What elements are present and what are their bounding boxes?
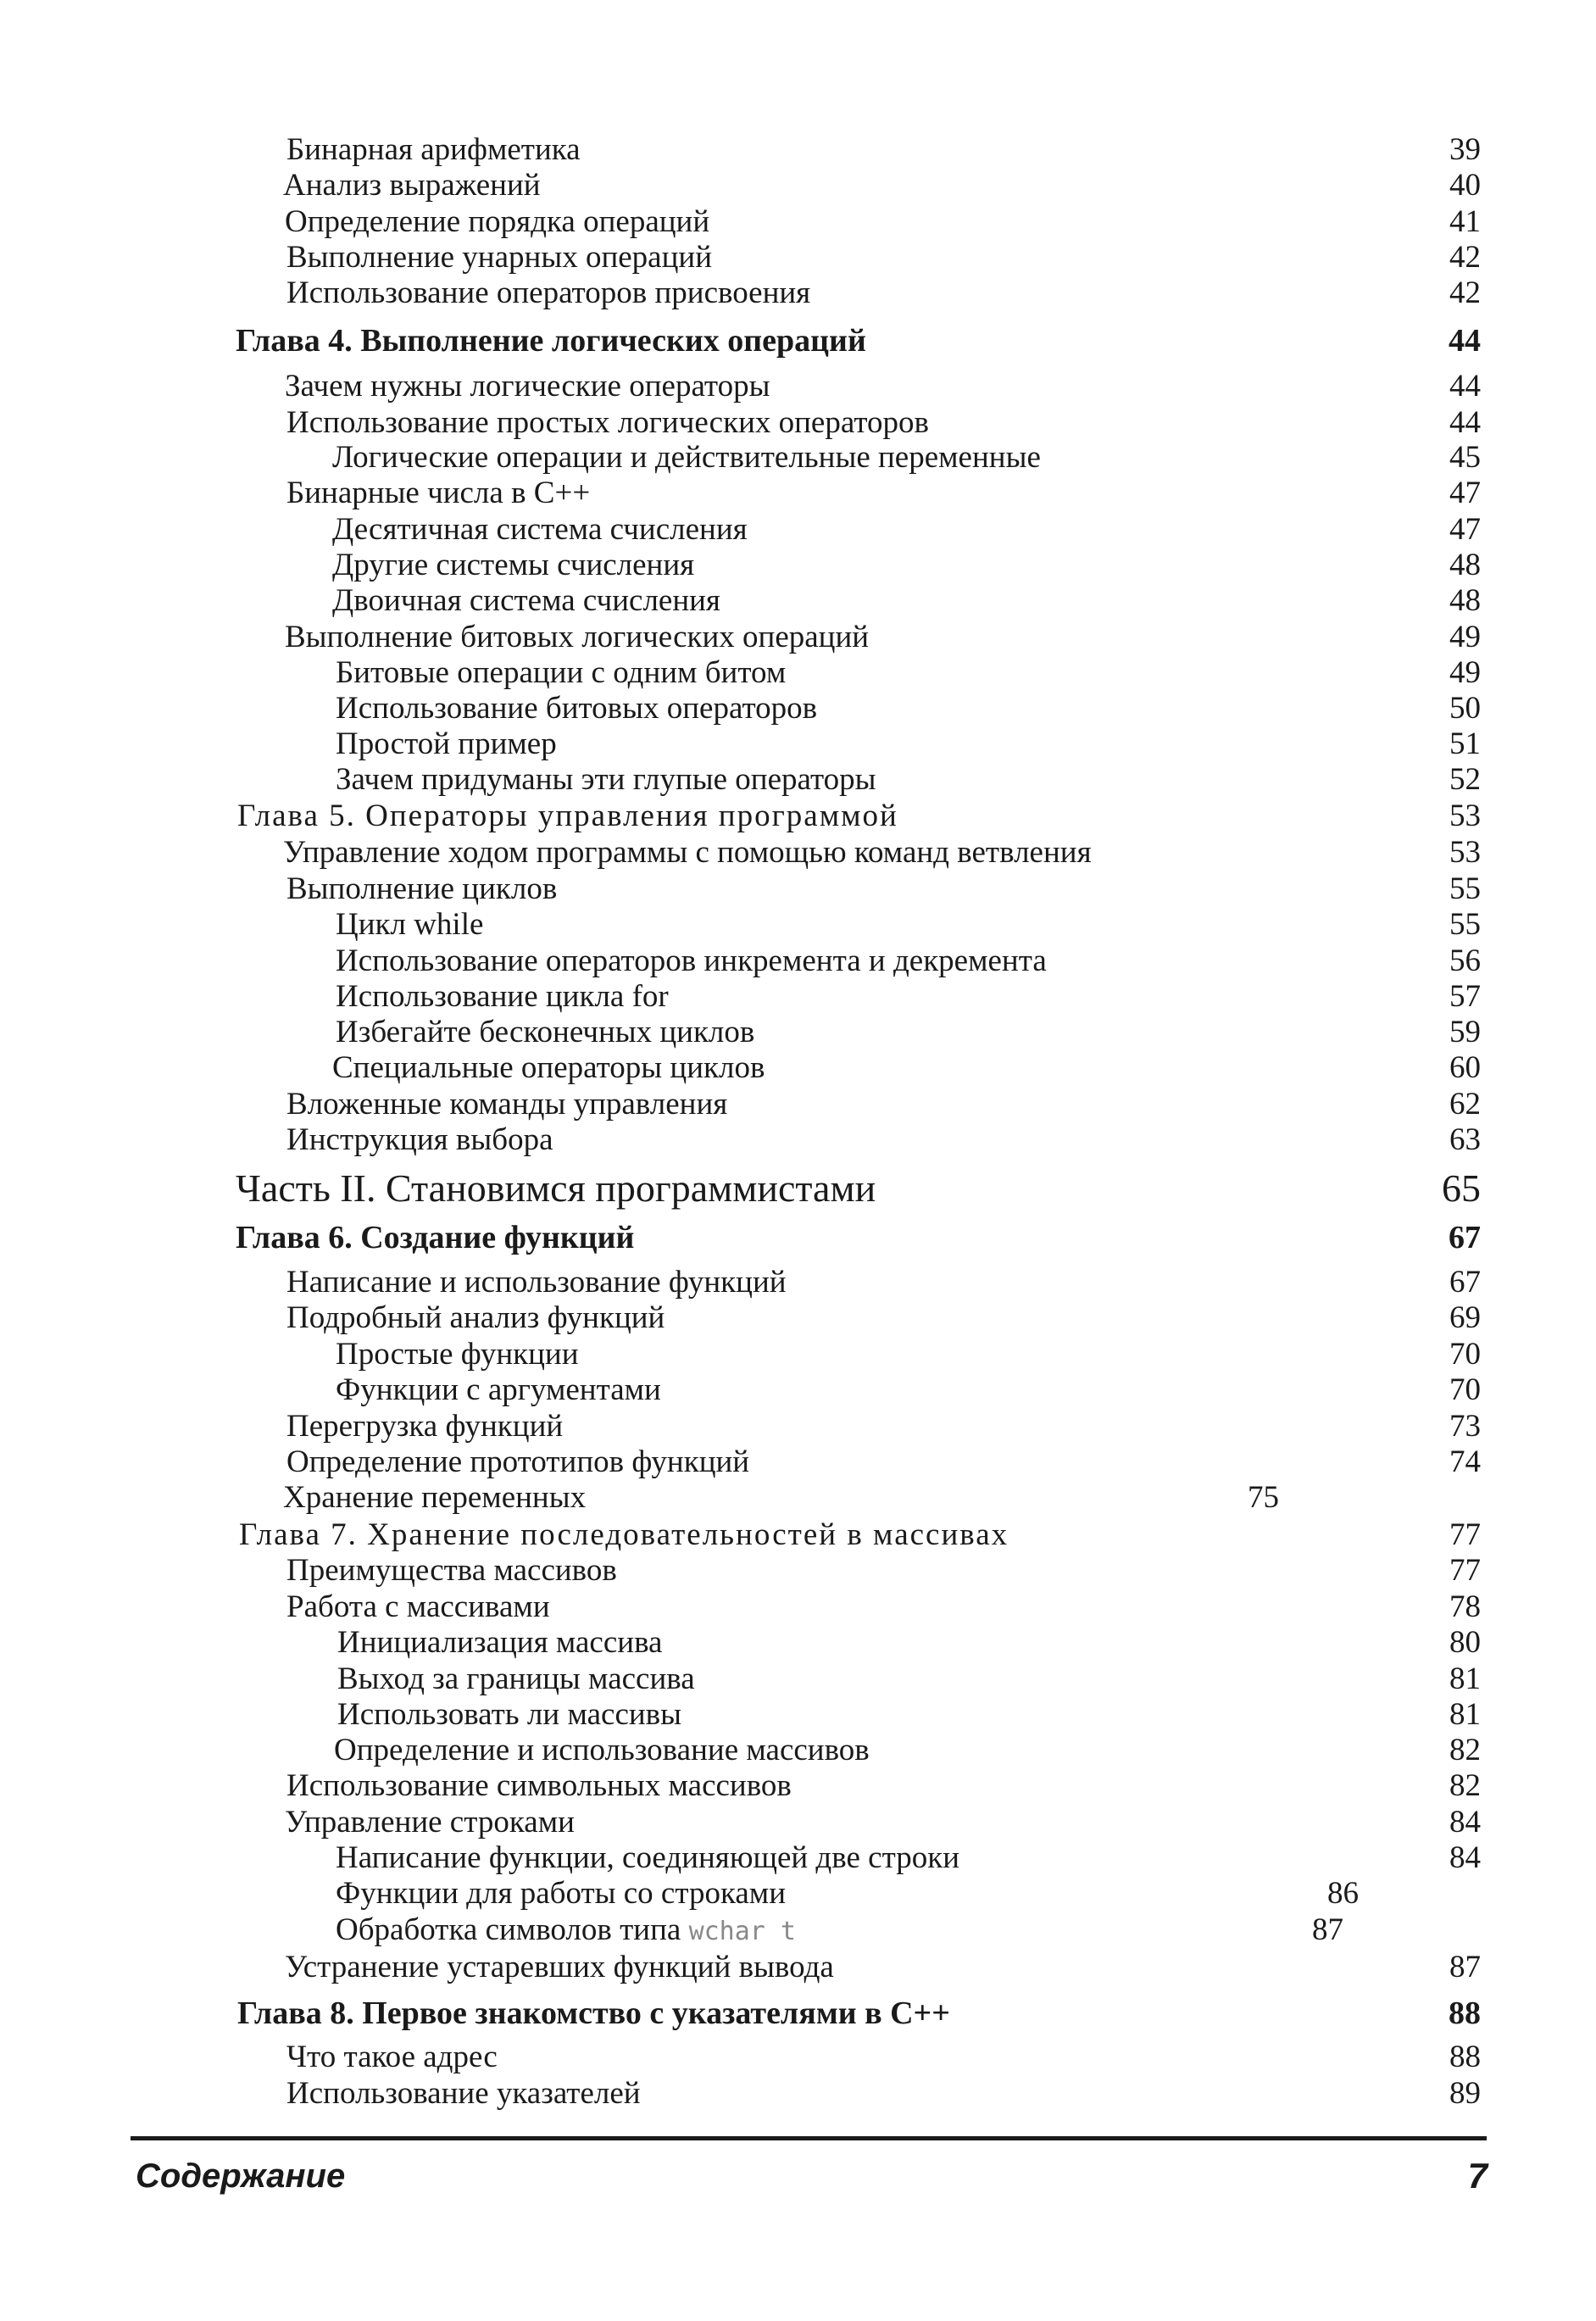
toc-entry-title <box>336 1912 796 1951</box>
toc-entry-page: 84 <box>1449 1840 1481 1875</box>
toc-entry-page: 48 <box>1449 548 1481 582</box>
toc-entry-title: Использовать ли массивы <box>337 1697 682 1732</box>
toc-entry-code: wchar t <box>688 1917 796 1946</box>
toc-entry-page: 77 <box>1449 1553 1481 1588</box>
toc-chapter <box>0 798 1596 835</box>
toc-entry-page: 59 <box>1449 1015 1481 1049</box>
toc-entry-title: Определение и использование массивов <box>334 1733 870 1767</box>
toc-entry-title: Логические операции и действительные переменные <box>332 440 1041 475</box>
toc-entry-page: 40 <box>1449 168 1481 203</box>
toc-chapter-page: 44 <box>1449 323 1481 359</box>
toc-entry-page: 49 <box>1449 620 1481 654</box>
toc-entry-page: 84 <box>1449 1805 1481 1840</box>
toc-entry-title: Бинарная арифметика <box>286 132 581 167</box>
toc-entry <box>0 203 1596 241</box>
toc-chapter-page: 67 <box>1449 1220 1481 1255</box>
toc-chapter-page: 88 <box>1449 1995 1481 2031</box>
toc-entry-title: Написание функции, соединяющей две строки <box>336 1840 959 1875</box>
toc-entry-title: Подробный анализ функций <box>286 1300 665 1335</box>
toc-entry <box>0 275 1596 312</box>
toc-entry-page: 44 <box>1449 369 1481 404</box>
toc-entry-title: Простые функции <box>336 1337 579 1372</box>
toc-entry <box>0 1552 1596 1589</box>
toc-entry-page: 69 <box>1449 1300 1481 1335</box>
toc-entry-title: Инициализация массива <box>337 1625 663 1660</box>
toc-entry <box>0 1661 1596 1698</box>
toc-entry-page: 82 <box>1449 1733 1481 1767</box>
toc-entry <box>0 619 1596 656</box>
toc-entry-page: 73 <box>1449 1409 1481 1444</box>
toc-entry <box>0 1049 1596 1087</box>
toc-entry-page: 42 <box>1449 276 1481 310</box>
toc-entry-page: 42 <box>1449 240 1481 275</box>
toc-entry-title: Использование указателей <box>286 2076 641 2111</box>
toc-entry-title: Десятичная система счисления <box>332 512 748 547</box>
toc-entry-page: 56 <box>1449 943 1481 978</box>
toc-entry-title: Использование символьных массивов <box>286 1768 792 1803</box>
toc-entry <box>0 1479 1596 1517</box>
toc-entry-page: 80 <box>1449 1625 1481 1660</box>
toc-entry <box>0 1912 1596 1949</box>
toc-entry-page: 74 <box>1449 1444 1481 1479</box>
toc-entry <box>0 439 1596 476</box>
toc-entry-title: Избегайте бесконечных циклов <box>336 1015 755 1049</box>
toc-entry-title: Что такое адрес <box>286 2040 498 2074</box>
toc-part-page: 65 <box>1442 1166 1481 1210</box>
toc-entry <box>0 1444 1596 1481</box>
toc-part-title: Часть II. Становимся программистами <box>236 1166 876 1210</box>
toc-entry-title: Преимущества массивов <box>286 1553 617 1588</box>
toc-entry <box>0 1804 1596 1841</box>
toc-entry-page: 87 <box>1449 1950 1481 1984</box>
toc-entry-page: 82 <box>1449 1768 1481 1803</box>
toc-entry-title: Функции с аргументами <box>336 1372 661 1407</box>
toc-entry <box>0 834 1596 871</box>
toc-entry-title: Зачем нужны логические операторы <box>285 369 770 404</box>
toc-entry-page: 67 <box>1449 1265 1481 1300</box>
toc-entry-page: 52 <box>1449 762 1481 797</box>
toc-entry-title: Функции для работы со строками <box>336 1876 787 1911</box>
toc-entry-title: Вложенные команды управления <box>286 1087 728 1122</box>
toc-entry <box>0 871 1596 908</box>
toc-entry <box>0 1840 1596 1877</box>
toc-entry-page: 45 <box>1449 440 1481 475</box>
toc-entry <box>0 978 1596 1016</box>
toc-entry <box>0 2039 1596 2076</box>
toc-entry <box>0 2075 1596 2112</box>
toc-entry <box>0 1408 1596 1445</box>
toc-entry-title: Управление ходом программы с помощью команд ветвления <box>283 835 1092 870</box>
toc-entry-page: 39 <box>1449 132 1481 167</box>
toc-entry-title: Определение прототипов функций <box>286 1444 750 1479</box>
toc-entry-page: 81 <box>1449 1661 1481 1696</box>
toc-entry-page: 51 <box>1449 726 1481 761</box>
toc-entry-page: 88 <box>1449 2040 1481 2074</box>
toc-entry <box>0 1732 1596 1769</box>
toc-entry-title: Двоичная система счисления <box>332 583 720 618</box>
toc-entry-page: 41 <box>1449 204 1481 239</box>
toc-entry <box>0 1014 1596 1051</box>
toc-chapter-title: Глава 6. Создание функций <box>236 1220 635 1255</box>
toc-chapter-title: Глава 4. Выполнение логических операций <box>236 323 866 359</box>
footer-rule <box>131 2136 1487 2140</box>
toc-entry-page: 60 <box>1449 1050 1481 1085</box>
toc-entry <box>0 654 1596 692</box>
toc-entry-page: 62 <box>1449 1087 1481 1122</box>
toc-entry-title: Зачем придуманы эти глупые операторы <box>336 762 876 797</box>
toc-entry-title: Определение порядка операций <box>285 204 710 239</box>
toc-entry-title: Выход за границы массива <box>337 1661 695 1696</box>
toc-chapter-title: Глава 7. Хранение последовательностей в массивах <box>239 1517 1009 1552</box>
toc-entry <box>0 726 1596 763</box>
toc-entry-page: 50 <box>1449 691 1481 726</box>
toc-entry <box>0 131 1596 169</box>
toc-entry-page: 70 <box>1449 1337 1481 1372</box>
toc-chapter <box>0 1517 1596 1554</box>
toc-entry-title: Хранение переменных <box>283 1480 587 1515</box>
toc-entry <box>0 1086 1596 1123</box>
toc-entry-page: 78 <box>1449 1589 1481 1624</box>
toc-entry-page: 75 <box>1248 1480 1279 1515</box>
toc-entry-page: 47 <box>1449 476 1481 510</box>
toc-entry-page: 57 <box>1449 979 1481 1014</box>
toc-entry-title: Специальные операторы циклов <box>332 1050 765 1085</box>
toc-entry <box>0 475 1596 512</box>
toc-entry-page: 89 <box>1449 2076 1481 2111</box>
toc-entry <box>0 761 1596 799</box>
toc-entry-page: 81 <box>1449 1697 1481 1732</box>
toc-entry-title: Выполнение битовых логических операций <box>285 620 870 654</box>
toc-entry <box>0 511 1596 548</box>
toc-entry <box>0 404 1596 442</box>
toc-entry <box>0 547 1596 584</box>
toc-entry-page: 55 <box>1449 871 1481 906</box>
toc-entry-page: 47 <box>1449 512 1481 547</box>
toc-entry-title: Цикл while <box>336 907 484 942</box>
toc-entry <box>0 1696 1596 1734</box>
toc-entry <box>0 239 1596 276</box>
toc-entry-title: Использование битовых операторов <box>336 691 818 726</box>
toc-entry-title: Использование операторов присвоения <box>286 276 811 310</box>
toc-entry-title: Битовые операции с одним битом <box>336 655 787 690</box>
toc-chapter <box>0 1219 1596 1256</box>
footer-page-number: 7 <box>1467 2156 1488 2196</box>
toc-chapter-page: 53 <box>1449 799 1481 833</box>
toc-entry-page: 63 <box>1449 1122 1481 1157</box>
toc-entry-page: 53 <box>1449 835 1481 870</box>
toc-entry <box>0 1336 1596 1373</box>
toc-entry-page: 86 <box>1327 1876 1359 1911</box>
toc-part <box>0 1166 1596 1210</box>
toc-entry <box>0 582 1596 620</box>
toc-entry-title-text: Обработка символов типа <box>336 1912 681 1947</box>
toc-entry <box>0 906 1596 943</box>
toc-entry-title: Выполнение унарных операций <box>286 240 712 275</box>
toc-entry <box>0 1875 1596 1912</box>
toc-entry <box>0 1122 1596 1159</box>
toc-chapter-page: 77 <box>1449 1517 1481 1552</box>
toc-entry <box>0 167 1596 204</box>
toc-chapter-title: Глава 8. Первое знакомство с указателями в С++ <box>237 1995 950 2031</box>
toc-entry-title: Анализ выражений <box>283 168 541 203</box>
toc-entry-title: Использование операторов инкремента и декремента <box>336 943 1047 978</box>
toc-chapter <box>0 322 1596 359</box>
toc-entry <box>0 943 1596 980</box>
footer-title: Содержание <box>136 2157 346 2195</box>
toc-entry-page: 44 <box>1449 405 1481 440</box>
toc-entry-title: Управление строками <box>285 1805 575 1840</box>
toc-entry <box>0 1624 1596 1661</box>
toc-entry-title: Работа с массивами <box>286 1589 550 1624</box>
toc-entry-title: Бинарные числа в С++ <box>286 476 591 510</box>
toc-entry-title: Другие системы счисления <box>332 548 695 582</box>
toc-entry <box>0 368 1596 405</box>
toc-entry-title: Инструкция выбора <box>286 1122 553 1157</box>
toc-entry-page: 70 <box>1449 1372 1481 1407</box>
toc-entry-page: 87 <box>1312 1912 1343 1947</box>
toc-entry <box>0 1949 1596 1986</box>
toc-entry-title: Написание и использование функций <box>286 1265 787 1300</box>
toc-entry-page: 48 <box>1449 583 1481 618</box>
toc-entry-title: Выполнение циклов <box>286 871 558 906</box>
toc-entry-page: 49 <box>1449 655 1481 690</box>
toc-entry-title: Перегрузка функций <box>286 1409 564 1444</box>
toc-entry <box>0 1767 1596 1805</box>
toc-chapter-title: Глава 5. Операторы управления программой <box>237 799 898 833</box>
toc-entry <box>0 690 1596 727</box>
toc-entry-page: 55 <box>1449 907 1481 942</box>
toc-entry-title: Использование простых логических операторов <box>286 405 929 440</box>
toc-entry-title: Простой пример <box>336 726 557 761</box>
toc-entry <box>0 1300 1596 1337</box>
toc-entry <box>0 1264 1596 1301</box>
toc-entry-title: Использование цикла for <box>336 979 669 1014</box>
toc-entry-title: Устранение устаревших функций вывода <box>285 1950 834 1984</box>
toc-chapter <box>0 1995 1596 2032</box>
toc-entry <box>0 1372 1596 1409</box>
toc-entry <box>0 1589 1596 1626</box>
